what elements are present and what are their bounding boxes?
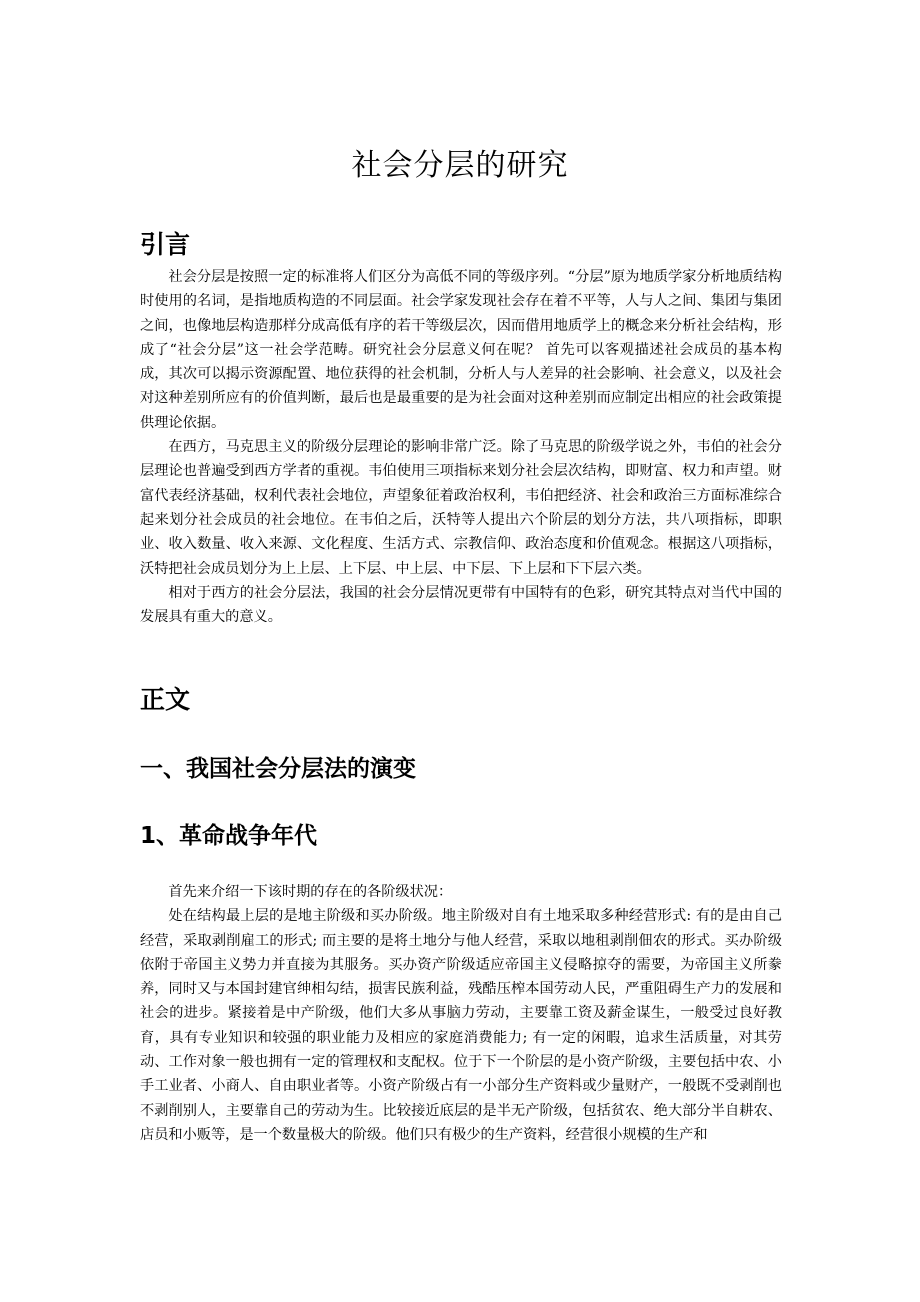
intro-paragraph-1: 社会分层是按照一定的标准将人们区分为高低不同的等级序列。“分层”原为地质学家分析地质结构时使用的名词，是指地质构造的不同层面。社会学家发现社会存在着不平等，人与人之间、集团与集团之间，也像地层构造那样分成高低有序的若干等级层次，因而借用地质学上的概念来分析社会结构，形成了“社会分层”这一社会学范畴。研究社会分层意义何在呢？ 首先可以客观描述社会成员的基本构成，其次可以揭示资源配置、地位获得的社会机制，分析人与人差异的社会影响、社会意义，以及社会对这种差别所应有的价值判断，最后也是最重要的是为社会面对这种差别而应制定出相应的社会政策提供理论依据。 [140, 269, 782, 431]
body-paragraph-1: 首先来介绍一下该时期的存在的各阶级状况： [168, 884, 453, 900]
intro-paragraph-2: 在西方，马克思主义的阶级分层理论的影响非常广泛。除了马克思的阶级学说之外，韦伯的社会分层理论也普遍受到西方学者的重视。韦伯使用三项指标来划分社会层次结构，即财富、权力和声望。财富代表经济基础，权利代表社会地位，声望象征着政治权利，韦伯把经济、社会和政治三方面标准综合起来划分社会成员的社会地位。在韦伯之后，沃特等人提出六个阶层的划分方法，共八项指标，即职业、收入数量、收入来源、文化程度、生活方式、宗教信仰、政治态度和价值观念。根据这八项指标，沃特把社会成员划分为上上层、上下层、中上层、中下层、下上层和下下层六类。 [140, 439, 782, 577]
subsection-heading-revolutionary-war: 1、革命战争年代 [140, 823, 318, 849]
intro-text [140, 265, 782, 629]
intro-paragraph-3: 相对于西方的社会分层法，我国的社会分层情况更带有中国特有的色彩，研究其特点对当代中国的发展具有重大的意义。 [140, 584, 782, 626]
section-heading-evolution: 一、我国社会分层法的演变 [140, 756, 416, 782]
body-heading: 正文 [140, 685, 191, 714]
document-title: 社会分层的研究 [351, 148, 569, 183]
body-text [140, 880, 782, 1147]
intro-heading: 引言 [140, 230, 191, 259]
body-paragraph-2: 处在结构最上层的是地主阶级和买办阶级。地主阶级对自有土地采取多种经营形式: 有的是由自己经营，采取剥削雇工的形式; 而主要的是将土地分与他人经营，采取以地租剥削佃农的形式。买办阶级依附于帝国主义势力并直接为其服务。买办资产阶级适应帝国主义侵略掠夺的需要，为帝国主义所豢养，同时又与本国封建官绅相勾结，损害民族利益，残酷压榨本国劳动人民，严重阻碍生产力的发展和社会的进步。紧接着是中产阶级，他们大多从事脑力劳动，主要靠工资及薪金谋生，一般受过良好教育，具有专业知识和较强的职业能力及相应的家庭消费能力; 有一定的闲暇，追求生活质量，对其劳动、工作对象一般也拥有一定的管理权和支配权。位于下一个阶层的是小资产阶级，主要包括中农、小手工业者、小商人、自由职业者等。小资产阶级占有一小部分生产资料或少量财产，一般既不受剥削也不剥削别人，主要靠自己的劳动为生。比较接近底层的是半无产阶级，包括贫农、绝大部分半自耕农、店员和小贩等，是一个数量极大的阶级。他们只有极少的生产资料，经营很小规模的生产和 [140, 908, 782, 1143]
